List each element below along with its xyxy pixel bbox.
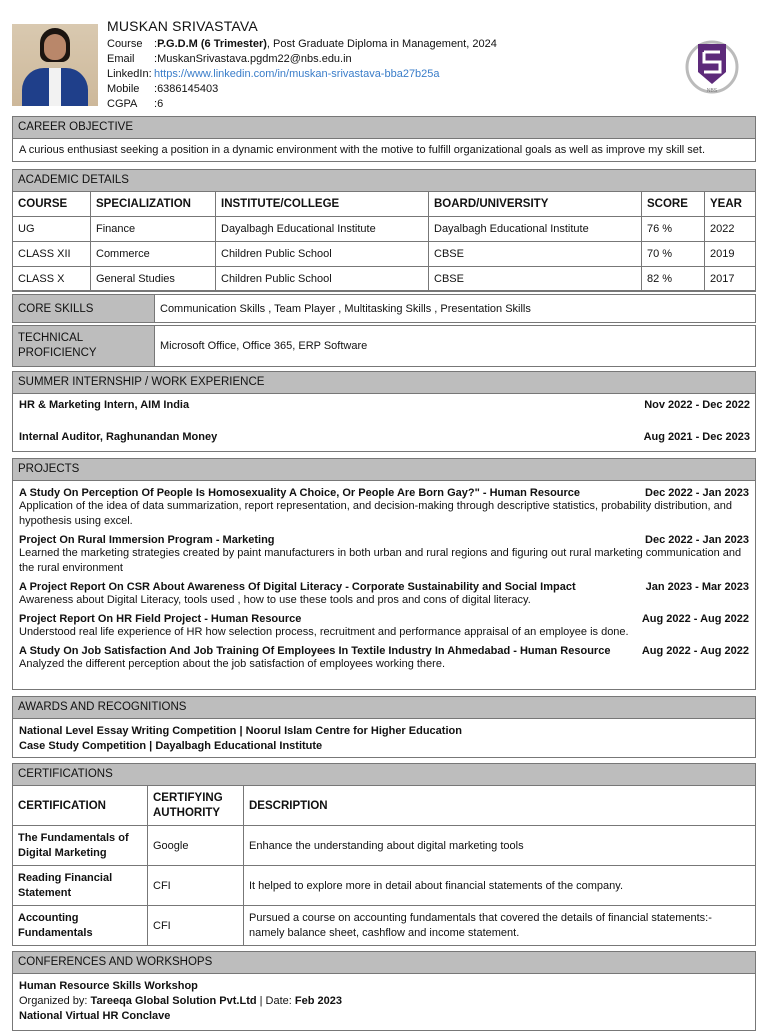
certifications-table: [12, 785, 756, 946]
table-row: The Fundamentals of Digital Marketing Google Enhance the understanding about digital marketing tools: [13, 826, 756, 866]
course-bold: P.G.D.M (6 Trimester): [157, 38, 267, 50]
list-item: Project On Rural Immersion Program - Marketing Dec 2022 - Jan 2023 Learned the marketing strategies created by paint manufacturers in both urban and rural regions and figuring out rural marketing communication and the rural environment: [19, 534, 749, 574]
list-item: A Study On Job Satisfaction And Job Training Of Employees In Textile Industry In Ahmedabad - Human Resource Aug 2022 - Aug 2022 Analyzed the different perception about the job satisfaction of employees working there.: [19, 645, 749, 670]
list-item: National Level Essay Writing Competition | Noorul Islam Centre for Higher Education: [19, 725, 462, 737]
list-item: Case Study Competition | Dayalbagh Educational Institute: [19, 740, 323, 752]
col-header: CERTIFYING AUTHORITY: [148, 786, 244, 826]
candidate-name: MUSKAN SRIVASTAVA: [107, 18, 258, 34]
section-heading: SUMMER INTERNSHIP / WORK EXPERIENCE: [13, 372, 755, 394]
table-row: Accounting Fundamentals CFI Pursued a course on accounting fundamentals that covered the details of financial statements:- namely balance sheet, cashflow and income statement.: [13, 906, 756, 946]
col-header: SCORE: [642, 192, 705, 217]
section-heading: CONFERENCES AND WORKSHOPS: [13, 952, 755, 974]
conferences-section: [12, 951, 756, 1031]
awards-section: [12, 696, 756, 758]
svg-text:NBS: NBS: [706, 88, 718, 94]
header-info: MUSKAN SRIVASTAVA Course :P.G.D.M (6 Trimester), Post Graduate Diploma in Management, 2024 Email :MuskanSrivastava.pgdm22@nbs.edu.in LinkedIn: https://www.linkedin.com/in/muskan-srivastava-bba27b25a Mobile :6386145403 CGPA :6: [107, 18, 497, 110]
tech-proficiency-label: TECHNICAL PROFICIENCY: [13, 326, 155, 367]
core-skills-label: CORE SKILLS: [13, 295, 155, 323]
list-item: HR & Marketing Intern, AIM India Nov 2022 - Dec 2022: [19, 399, 750, 411]
table-row: CLASS X General Studies Children Public School CBSE 82 % 2017: [13, 267, 756, 292]
course-rest: , Post Graduate Diploma in Management, 2024: [266, 38, 497, 50]
linkedin-link[interactable]: https://www.linkedin.com/in/muskan-srivastava-bba27b25a: [154, 68, 440, 80]
conference-meta: Organized by: Tareeqa Global Solution Pvt.Ltd | Date: Feb 2023: [19, 995, 342, 1007]
institute-logo: [683, 36, 741, 94]
section-heading: AWARDS AND RECOGNITIONS: [13, 697, 755, 719]
conference-title: Human Resource Skills Workshop: [19, 980, 198, 992]
col-header: DESCRIPTION: [244, 786, 756, 826]
list-item: A Project Report On CSR About Awareness Of Digital Literacy - Corporate Sustainability and Social Impact Jan 2023 - Mar 2023 Awareness about Digital Literacy, tools used , how to use these tools and pros and cons of digital literacy.: [19, 581, 749, 606]
col-header: COURSE: [13, 192, 91, 217]
list-item: A Study On Perception Of People Is Homosexuality A Choice, Or People Are Born Gay?" - Human Resource Dec 2022 - Jan 2023 Application of the idea of data summarization, report representation, and decision-making through descriptive statistics, probability distribution, and hypothesis using excel.: [19, 487, 749, 527]
table-row: CLASS XII Commerce Children Public School CBSE 70 % 2019: [13, 242, 756, 267]
conference-title: National Virtual HR Conclave: [19, 1010, 171, 1022]
tech-proficiency-value: Microsoft Office, Office 365, ERP Software: [155, 326, 756, 367]
table-row: UG Finance Dayalbagh Educational Institute Dayalbagh Educational Institute 76 % 2022: [13, 217, 756, 242]
table-row: Reading Financial Statement CFI It helped to explore more in detail about financial statements of the company.: [13, 866, 756, 906]
certifications-section: [12, 763, 756, 946]
career-objective-section: [12, 116, 756, 162]
list-item: Project Report On HR Field Project - Human Resource Aug 2022 - Aug 2022 Understood real life experience of HR how selection process, recruitment and performance appraisal of an employee is done.: [19, 613, 749, 638]
section-heading: CERTIFICATIONS: [13, 764, 755, 786]
section-heading: ACADEMIC DETAILS: [13, 170, 755, 192]
projects-section: [12, 458, 756, 690]
tech-table: [12, 325, 756, 367]
core-skills-value: Communication Skills , Team Player , Multitasking Skills , Presentation Skills: [155, 295, 756, 323]
col-header: CERTIFICATION: [13, 786, 148, 826]
academic-section: [12, 169, 756, 291]
skills-table: [12, 294, 756, 323]
cgpa-value: 6: [157, 98, 164, 110]
col-header: INSTITUTE/COLLEGE: [216, 192, 429, 217]
list-item: Internal Auditor, Raghunandan Money Aug 2021 - Dec 2023: [19, 431, 750, 443]
section-heading: PROJECTS: [13, 459, 755, 481]
mobile-value: 6386145403: [157, 83, 219, 95]
col-header: SPECIALIZATION: [91, 192, 216, 217]
email-value[interactable]: MuskanSrivastava.pgdm22@nbs.edu.in: [157, 53, 352, 65]
col-header: BOARD/UNIVERSITY: [429, 192, 642, 217]
awards-list: [13, 719, 755, 758]
academic-table: [12, 191, 756, 292]
profile-photo: [12, 24, 98, 106]
section-heading: CAREER OBJECTIVE: [13, 117, 755, 139]
career-objective-text: A curious enthusiast seeking a position in a dynamic environment with the motive to fulfill organizational goals as well as improve my skill set.: [19, 144, 705, 156]
conferences-list: [13, 974, 755, 1028]
col-header: YEAR: [705, 192, 756, 217]
internship-section: [12, 371, 756, 452]
